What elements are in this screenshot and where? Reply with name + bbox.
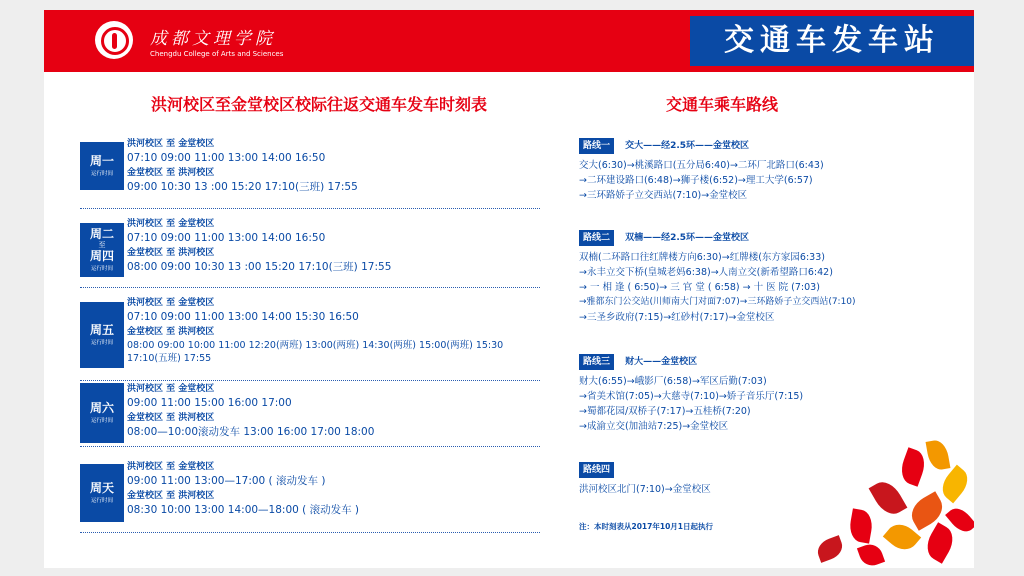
header-bar [44,10,974,72]
day-sub: 运行时间 [90,497,113,504]
route-stops: 财大(6:55)→峨影厂(6:58)→军区后勤(7:03) [579,376,767,387]
routes-title: 交通车乘车路线 [665,95,778,114]
direction-label: 洪河校区 至 金堂校区 [127,139,215,149]
schedule-block-tue-thu [80,217,540,288]
timetable-board [44,10,974,568]
day-sub: 运行时间 [90,417,113,424]
route-block-2 [579,230,939,325]
route-stops: →成渝立交(加油站7:25)→金堂校区 [579,421,729,432]
direction-label: 金堂校区 至 洪河校区 [127,491,215,501]
day-sub: 运行时间 [90,339,113,346]
direction-label: 洪河校区 至 金堂校区 [127,462,215,472]
effective-date-note: 注：本时刻表从2017年10月1日起执行 [579,522,714,531]
departure-times: 08:00—10:00滚动发车 13:00 16:00 17:00 18:00 [127,426,375,438]
day-sub: 运行时间 [90,265,113,272]
day-name-end: 周四 [89,248,114,263]
day-range-sep: 至 [98,240,106,249]
schedule-block-saturday [80,380,540,447]
school-name-en: Chengdu College of Arts and Sciences [150,50,284,58]
route-stops: →省美术馆(7:05)→大慈寺(7:10)→娇子音乐厅(7:15) [579,391,804,402]
route-stops: → 一 相 逢 ( 6:50)→ 三 官 堂 ( 6:58) → 十 医 院 (7:03) [579,282,820,293]
day-name: 周六 [89,400,114,415]
direction-label: 金堂校区 至 洪河校区 [127,327,215,337]
route-tag: 路线一 [579,138,614,154]
direction-label: 金堂校区 至 洪河校区 [127,413,215,423]
route-stops: 交大(6:30)→桃溪路口(五分局6:40)→二环厂北路口(6:43) [579,160,824,171]
direction-label: 洪河校区 至 金堂校区 [127,219,215,229]
day-badge [80,383,124,443]
schedule-block-friday [80,296,540,381]
route-name: 双楠——经2.5环——金堂校区 [625,233,750,243]
departure-times: 07:10 09:00 11:00 13:00 14:00 16:50 [127,152,326,164]
schedule-block-monday [80,137,540,209]
route-block-3 [579,354,939,434]
departure-times: 09:00 11:00 15:00 16:00 17:00 [127,397,292,409]
day-name: 周五 [89,322,114,337]
route-stops: →雅都东门公交站(川师南大门对面7:07)→三环路娇子立交西站(7:10) [579,297,856,307]
route-stops: 双楠(二环路口往红牌楼方向6:30)→红牌楼(东方家园6:33) [579,252,825,263]
route-stops: →三圣乡政府(7:15)→红砂村(7:17)→金堂校区 [579,312,775,323]
departure-times: 09:00 10:30 13 :00 15:20 17:10(三班) 17:55 [127,181,358,193]
school-name-cn: 成都文理学院 [150,29,276,49]
departure-times: 07:10 09:00 11:00 13:00 14:00 15:30 16:50 [127,311,359,323]
direction-label: 金堂校区 至 洪河校区 [127,168,215,178]
day-name: 周二 [89,226,114,241]
day-badge [80,464,124,522]
direction-label: 金堂校区 至 洪河校区 [127,248,215,258]
day-badge [80,302,124,368]
day-badge [80,223,124,277]
day-sub: 运行时间 [90,170,113,177]
route-stops: →蜀都花园/双桥子(7:17)→五桂桥(7:20) [579,406,751,417]
direction-label: 洪河校区 至 金堂校区 [127,384,215,394]
departure-times: 09:00 11:00 13:00—17:00 ( 滚动发车 ) [127,475,326,487]
schedule-block-sunday [80,460,540,533]
departure-times: 08:30 10:00 13:00 14:00—18:00 ( 滚动发车 ) [127,504,360,516]
route-name: 财大——金堂校区 [625,357,698,367]
school-logo-icon [95,21,133,59]
departure-times: 08:00 09:00 10:00 11:00 12:20(两班) 13:00(两班) 14:30(两班) 15:00(两班) 15:30 17:10(五班) 17:55 [127,340,504,364]
departure-times: 07:10 09:00 11:00 13:00 14:00 16:50 [127,232,326,244]
direction-label: 洪河校区 至 金堂校区 [127,298,215,308]
route-stops: →二环建设路口(6:48)→狮子楼(6:52)→理工大学(6:57) [579,175,813,186]
route-block-1 [579,138,939,203]
route-stops: →三环路娇子立交西站(7:10)→金堂校区 [579,190,748,201]
station-title: 交通车发车站 [690,16,974,66]
day-name: 周一 [89,153,114,168]
schedule-title: 洪河校区至金堂校区校际往返交通车发车时刻表 [150,95,487,114]
route-stops: 洪河校区北门(7:10)→金堂校区 [579,484,711,495]
day-name: 周天 [89,480,114,495]
departure-times: 08:00 09:00 10:30 13 :00 15:20 17:10(三班) 17:55 [127,261,392,273]
route-tag: 路线三 [579,354,614,370]
route-name: 交大——经2.5环——金堂校区 [625,141,750,151]
route-tag: 路线四 [579,462,614,478]
day-badge [80,142,124,190]
route-stops: →永丰立交下桥(皇城老妈6:38)→人南立交(新希望路口6:42) [579,267,833,278]
route-tag: 路线二 [579,230,614,246]
